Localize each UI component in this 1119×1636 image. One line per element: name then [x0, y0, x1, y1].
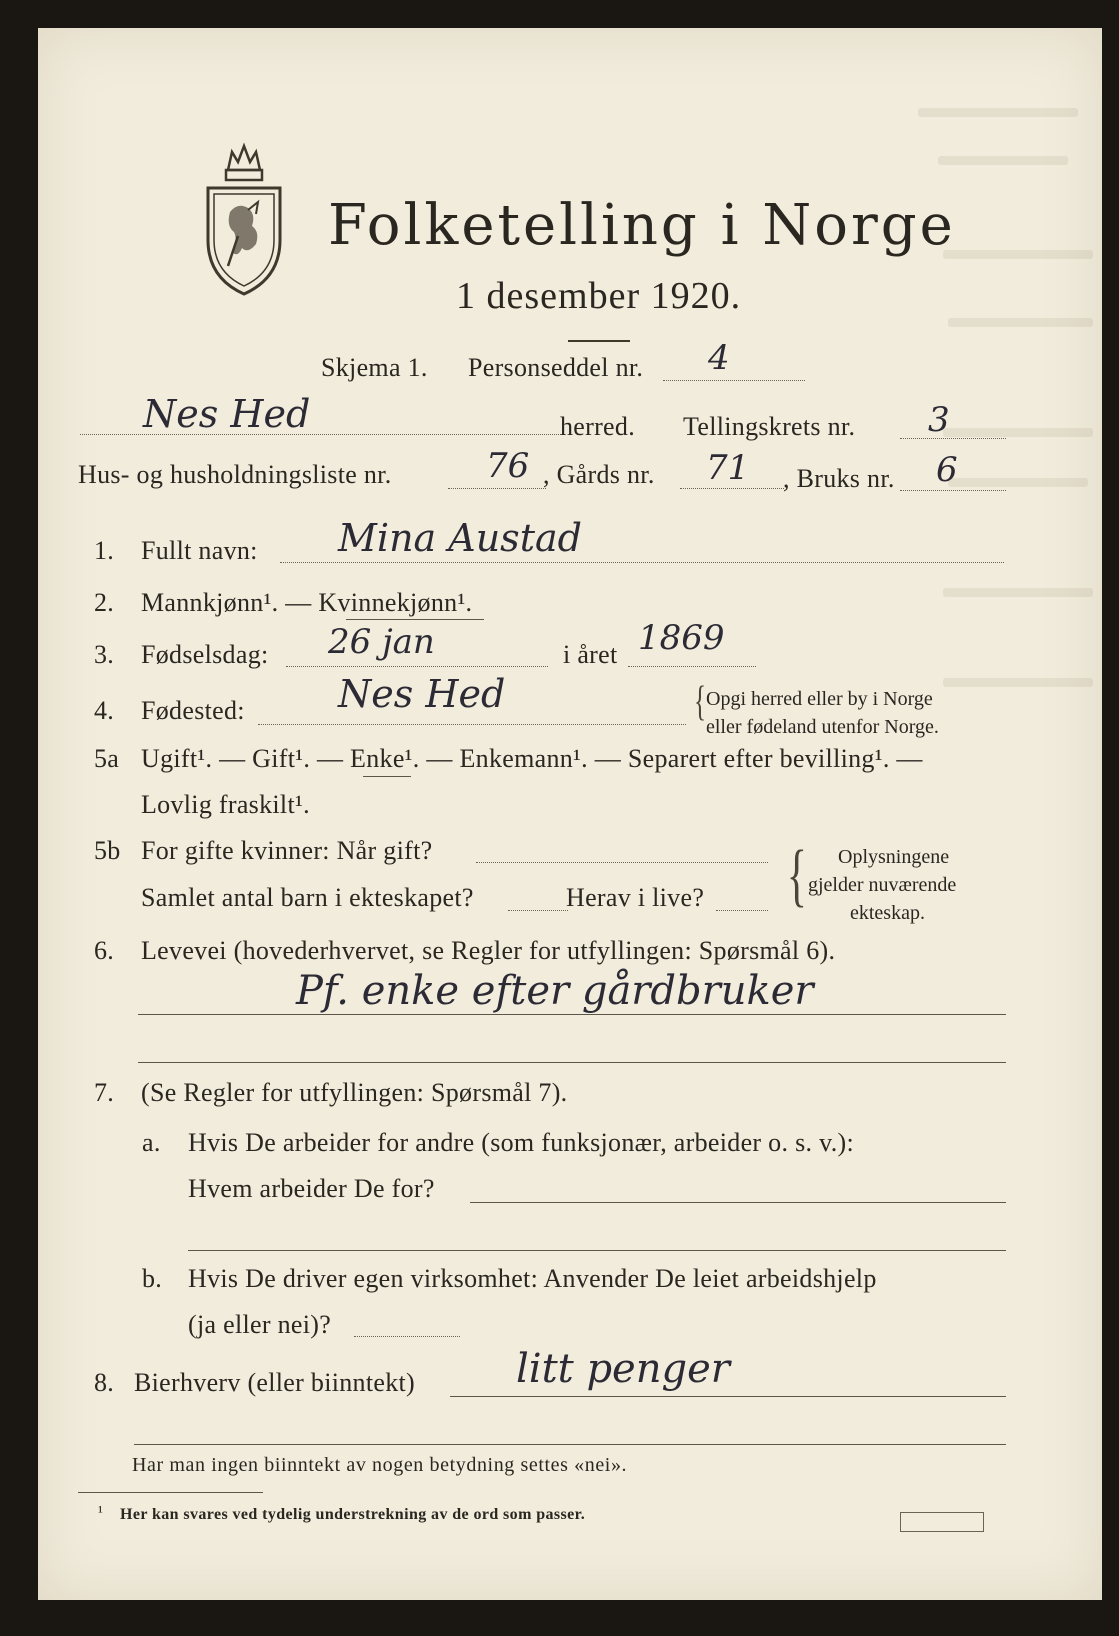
q3-year-label: i året: [563, 640, 618, 669]
personseddel-value: 4: [708, 338, 730, 378]
q6-answer-line-2: [138, 1062, 1006, 1063]
q7b-letter: b.: [142, 1264, 163, 1293]
q5a-number: 5a: [94, 744, 120, 773]
q4-label: Fødested:: [141, 696, 245, 725]
footnote-mark: ¹: [98, 1504, 103, 1521]
q7a-line1: Hvis De arbeider for andre (som funksjonær, arbeider o. s. v.):: [188, 1128, 854, 1157]
form-date: 1 desember 1920.: [456, 275, 742, 317]
schema-label: Skjema 1.: [321, 353, 428, 382]
q5a-underline-enke: [363, 776, 411, 777]
q7a-answer-line: [470, 1202, 1006, 1203]
no-income-note: Har man ingen biinntekt av nogen betydning settes «nei».: [132, 1454, 628, 1476]
q7b-line1: Hvis De driver egen virksomhet: Anvender De leiet arbeidshjelp: [188, 1264, 877, 1293]
q2-sex-options: Mannkjønn¹. — Kvinnekjønn¹.: [141, 588, 473, 617]
printer-stamp: [900, 1512, 984, 1532]
q7b-line2: (ja eller nei)?: [188, 1310, 332, 1339]
q5b-brace: {: [786, 837, 807, 914]
q5b-note-line2: gjelder nuværende: [808, 874, 957, 896]
q4-brace: {: [694, 679, 707, 725]
q5b-children-total: Samlet antal barn i ekteskapet?: [141, 883, 474, 912]
q6-occupation: Pf. enke efter gårdbruker: [296, 968, 814, 1014]
coat-of-arms-icon: [198, 140, 290, 300]
q3-label: Fødselsdag:: [141, 640, 269, 669]
herred-label: herred.: [560, 412, 635, 441]
title-divider: [568, 340, 630, 342]
q5b-children-alive: Herav i live?: [566, 883, 705, 912]
q3-birth-year: 1869: [638, 618, 725, 658]
hus-value: 76: [486, 446, 530, 486]
q6-number: 6.: [94, 936, 115, 965]
q8-side-income: litt penger: [516, 1346, 730, 1392]
gards-label: , Gårds nr.: [543, 460, 655, 489]
bruks-value: 6: [936, 450, 958, 490]
census-form: [38, 28, 1102, 1600]
footnote-text: Her kan svares ved tydelig understrekning av de ord som passer.: [120, 1506, 586, 1523]
bruks-label: , Bruks nr.: [783, 464, 895, 493]
q3-number: 3.: [94, 640, 115, 669]
hus-label: Hus- og husholdningsliste nr.: [78, 460, 392, 489]
q8-label: Bierhverv (eller biinntekt): [134, 1368, 415, 1397]
footer-divider: [78, 1492, 263, 1493]
q5a-marital-options-cont: Lovlig fraskilt¹.: [141, 790, 310, 819]
q3-birth-day: 26 jan: [328, 622, 435, 662]
q5b-note-line3: ekteskap.: [850, 902, 925, 924]
q5b-when-married: For gifte kvinner: Når gift?: [141, 836, 433, 865]
form-title: Folketelling i Norge: [328, 193, 956, 258]
q4-number: 4.: [94, 696, 115, 725]
q7-number: 7.: [94, 1078, 115, 1107]
herred-value: Nes Hed: [143, 392, 311, 436]
q7a-line2: Hvem arbeider De for?: [188, 1174, 435, 1203]
q6-answer-line-1: [138, 1014, 1006, 1015]
q4-birthplace: Nes Hed: [338, 672, 506, 716]
q7a-letter: a.: [142, 1128, 161, 1157]
q5b-note-line1: Oplysningene: [838, 846, 950, 868]
gards-value: 71: [706, 448, 750, 488]
q2-underline-kvinnekjonn: [346, 619, 484, 620]
q8-number: 8.: [94, 1368, 115, 1397]
tellingskrets-label: Tellingskrets nr.: [683, 412, 856, 441]
q2-number: 2.: [94, 588, 115, 617]
q8-answer-line-2: [134, 1444, 1006, 1445]
q8-answer-line: [450, 1396, 1006, 1397]
q5a-marital-options: Ugift¹. — Gift¹. — Enke¹. — Enkemann¹. — Separert efter bevilling¹. —: [141, 744, 923, 773]
q1-number: 1.: [94, 536, 115, 565]
q4-note-line2: eller fødeland utenfor Norge.: [706, 716, 939, 738]
personseddel-label: Personseddel nr.: [468, 353, 644, 382]
q7-label: (Se Regler for utfyllingen: Spørsmål 7).: [141, 1078, 568, 1107]
q1-full-name: Mina Austad: [338, 516, 582, 560]
q4-note-line1: Opgi herred eller by i Norge: [706, 688, 933, 710]
q7a-answer-line-2: [188, 1250, 1006, 1251]
q1-label: Fullt navn:: [141, 536, 258, 565]
q6-label: Levevei (hovederhvervet, se Regler for utfyllingen: Spørsmål 6).: [141, 936, 836, 965]
q5b-number: 5b: [94, 836, 121, 865]
tellingskrets-value: 3: [928, 400, 950, 440]
